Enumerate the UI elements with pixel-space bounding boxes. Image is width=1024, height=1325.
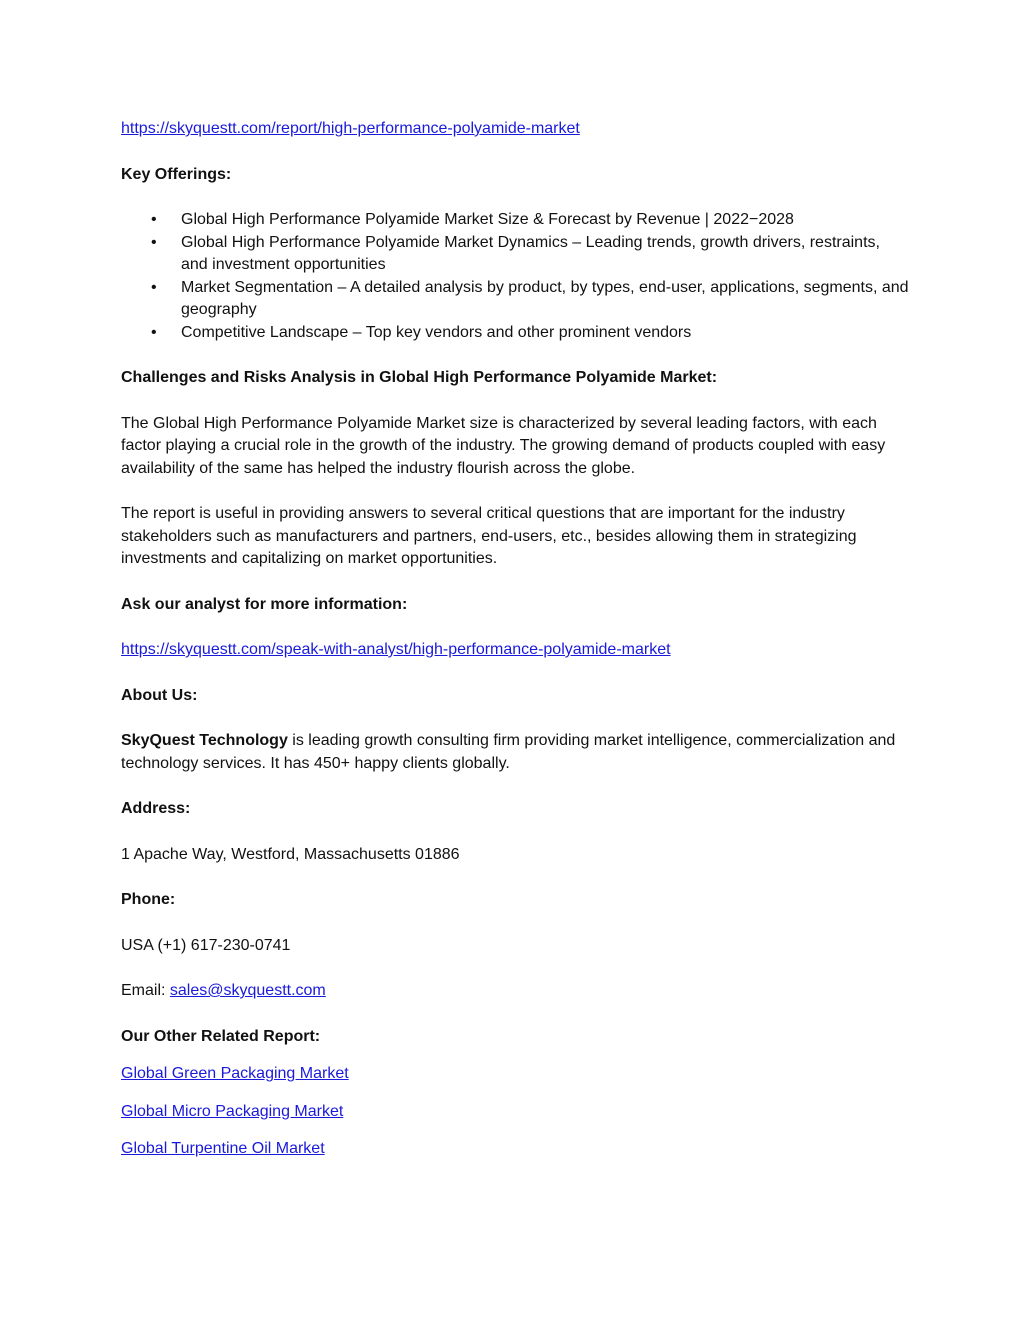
phone-heading: Phone:	[121, 891, 176, 908]
related-heading: Our Other Related Report:	[121, 1027, 321, 1045]
list-item: • Global High Performance Polyamide Market Size & Forecast by Revenue | 2022−2028	[121, 209, 911, 232]
analyst-link[interactable]: https://skyquestt.com/speak-with-analyst/high-performance-polyamide-market	[121, 641, 671, 658]
about-description: is leading growth consulting firm providing market intelligence, commercialization and technology services. It has 450+ happy clients globally.	[121, 732, 896, 772]
address-heading: Address:	[121, 800, 191, 817]
email-label: Email:	[121, 982, 170, 999]
analyst-heading: Ask our analyst for more information:	[121, 595, 408, 613]
report-link[interactable]: https://skyquestt.com/report/high-performance-polyamide-market	[121, 120, 580, 137]
related-link-line	[121, 1101, 911, 1124]
phone-value: USA (+1) 617-230-0741	[121, 936, 291, 954]
document-page	[121, 118, 911, 1161]
email-link[interactable]: sales@skyquestt.com	[169, 982, 326, 999]
report-usefulness-paragraph: The report is useful in providing answers to several critical questions that are important for the industry stakeholders such as manufacturers and partners, end-users, etc., besides allowing them in strategizing investments and capitalizing on market opportunities.	[121, 505, 857, 567]
list-item: • Global High Performance Polyamide Market Dynamics – Leading trends, growth drivers, restraints, and investment opportunities	[121, 232, 911, 277]
key-offerings-heading: Key Offerings:	[121, 165, 232, 183]
company-name: SkyQuest Technology	[121, 732, 288, 749]
about-paragraph	[121, 730, 911, 775]
challenges-paragraph: The Global High Performance Polyamide Market size is characterized by several leading factors, with each factor playing a crucial role in the growth of the industry. The growing demand of products coupled with easy availability of the same has helped the industry flourish across the globe.	[121, 414, 886, 477]
about-heading: About Us:	[121, 686, 198, 704]
related-link-turpentine-oil[interactable]: Global Turpentine Oil Market	[121, 1140, 325, 1157]
list-item: • Market Segmentation – A detailed analysis by product, by types, end-user, applications, segments, and geography	[121, 277, 911, 322]
related-link-line	[121, 1138, 911, 1161]
related-link-micro-packaging[interactable]: Global Micro Packaging Market	[121, 1102, 344, 1120]
address-value: 1 Apache Way, Westford, Massachusetts 01886	[121, 845, 460, 863]
email-line	[121, 980, 911, 1003]
report-link-line	[121, 118, 911, 141]
list-item: • Competitive Landscape – Top key vendors and other prominent vendors	[121, 322, 911, 345]
key-offerings-list	[121, 209, 911, 344]
challenges-heading: Challenges and Risks Analysis in Global High Performance Polyamide Market:	[121, 369, 718, 386]
related-link-green-packaging[interactable]: Global Green Packaging Market	[121, 1065, 349, 1082]
analyst-link-line	[121, 639, 911, 662]
related-link-line	[121, 1063, 911, 1086]
